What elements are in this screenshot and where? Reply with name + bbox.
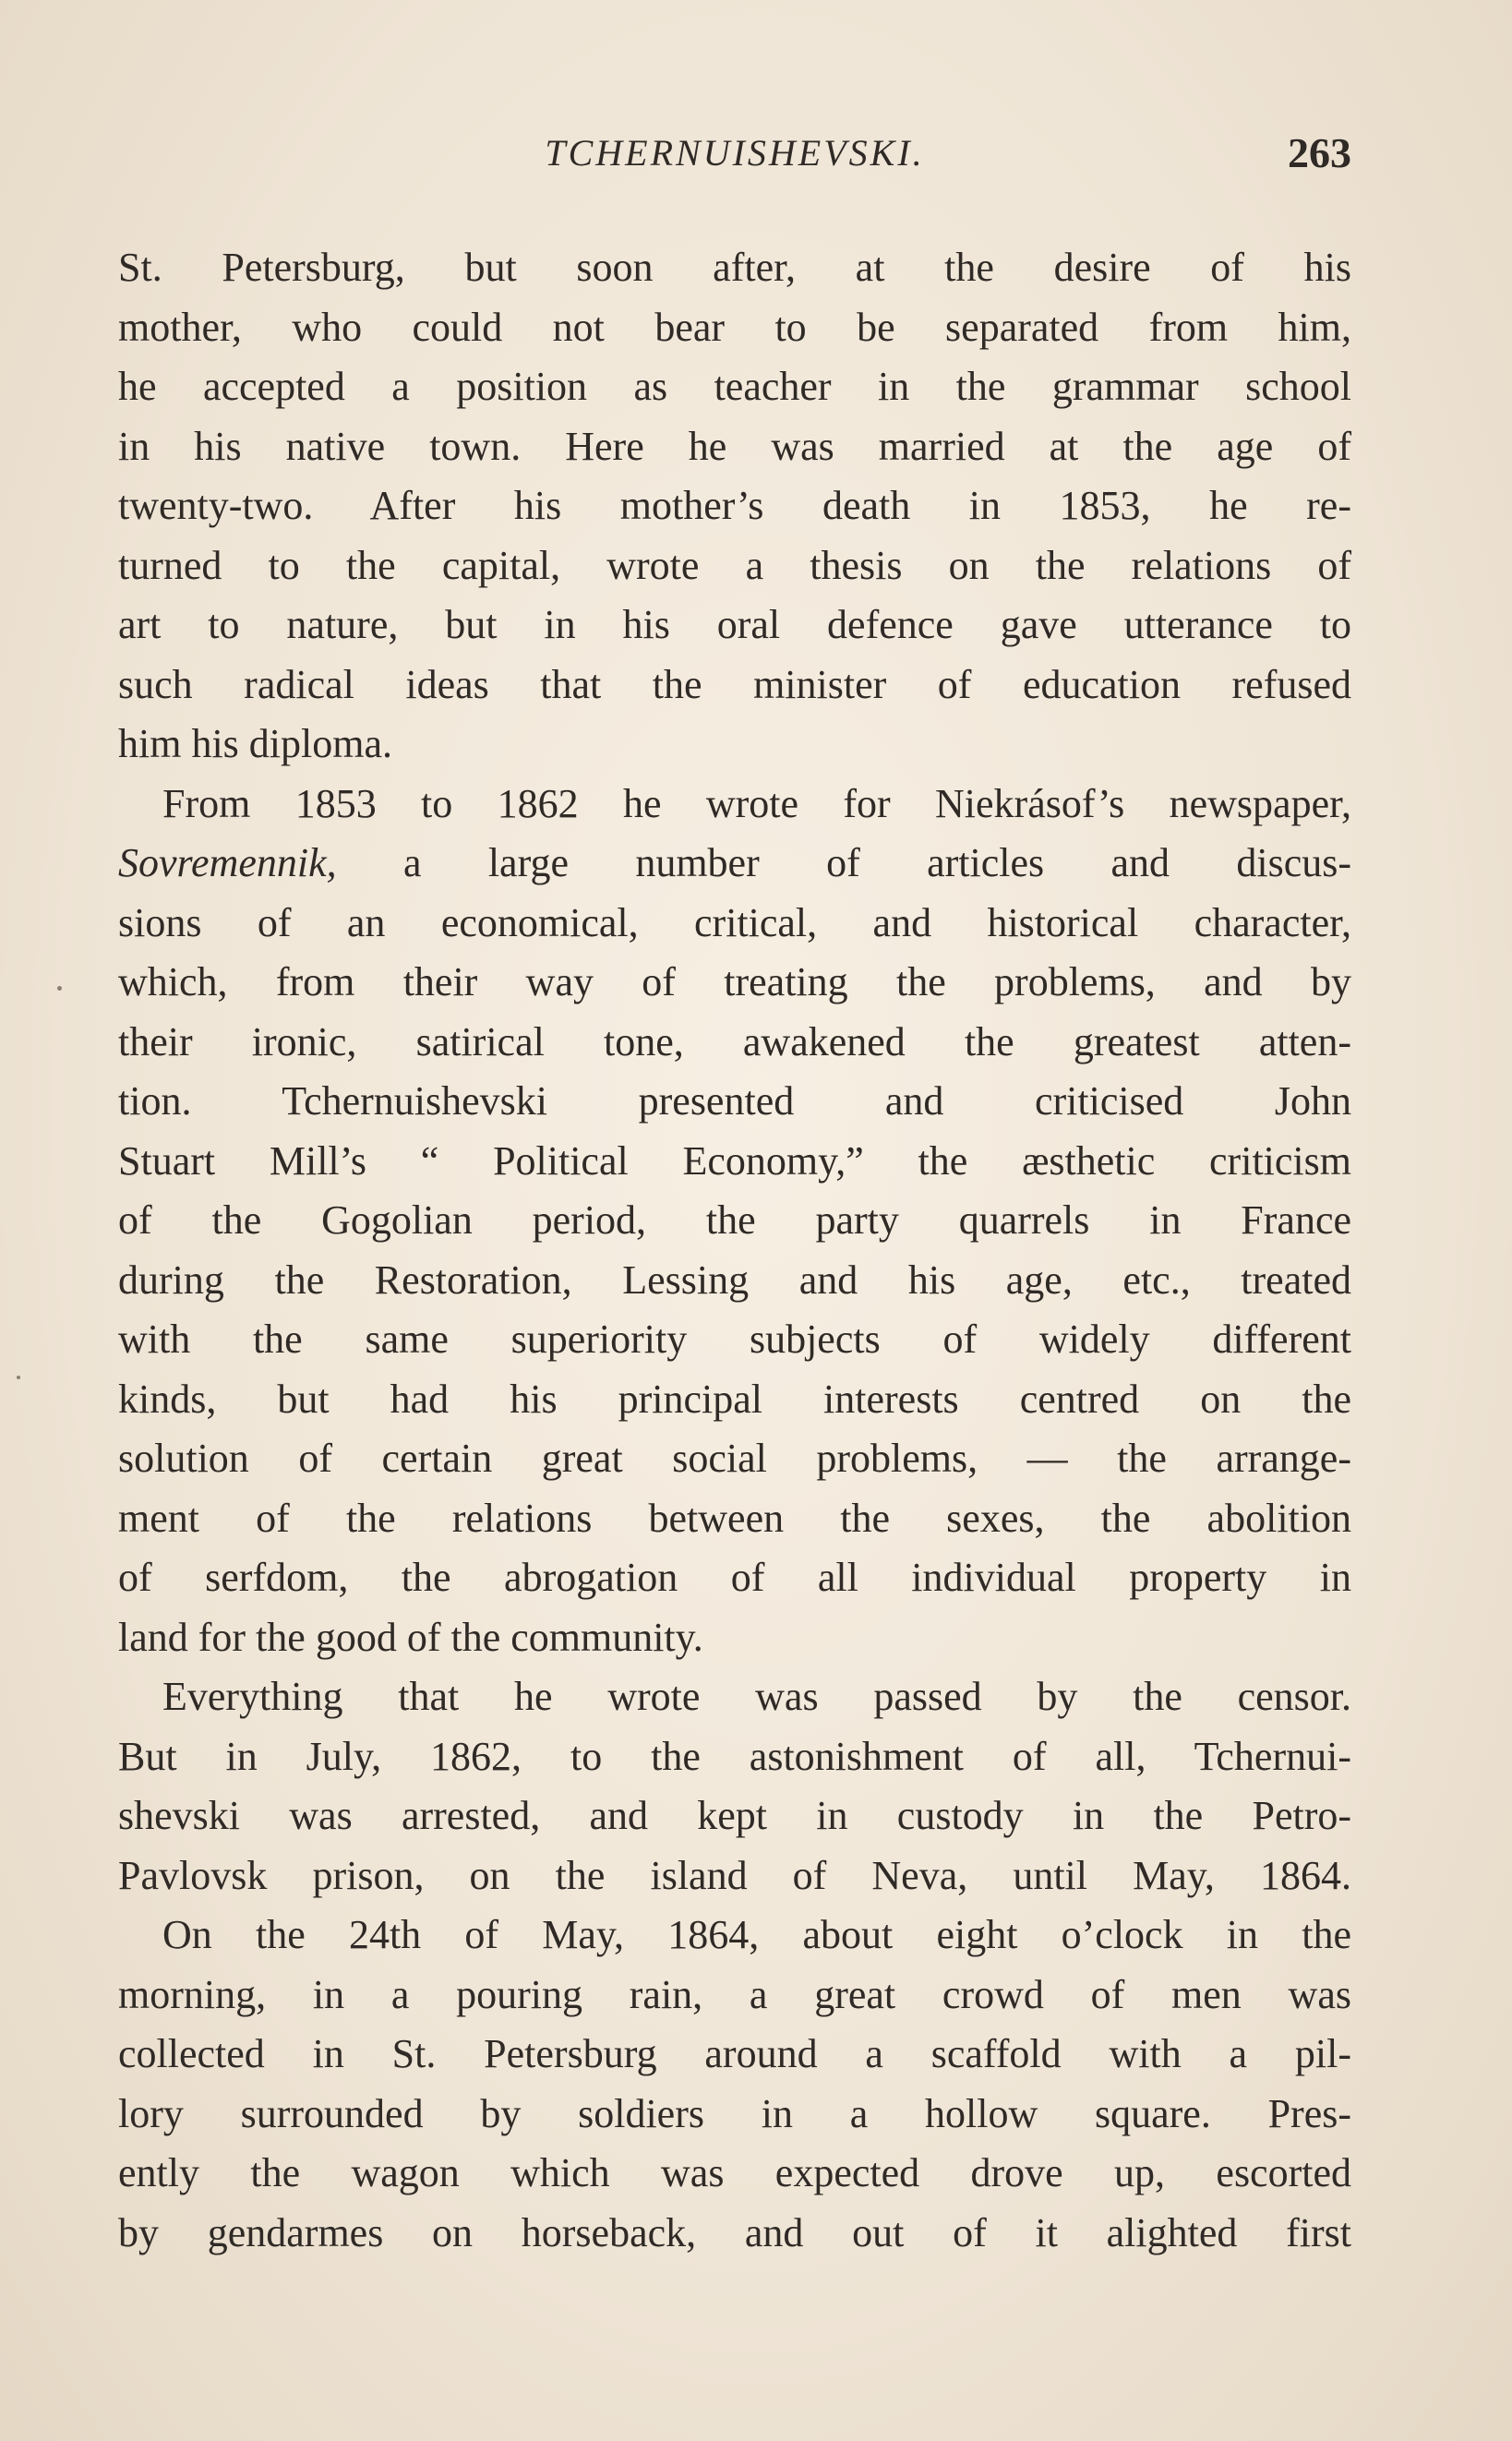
text-line: lory surrounded by soldiers in a hollow square. Pres- — [118, 2090, 1351, 2136]
text-line: mother, who could not bear to be separated from him, — [118, 304, 1351, 350]
body-text — [118, 238, 1351, 2263]
paper-speck — [17, 1376, 20, 1379]
text-line: turned to the capital, wrote a thesis on the relations of — [118, 542, 1351, 588]
text-line: of serfdom, the abrogation of all individual property in — [118, 1555, 1351, 1600]
text-line — [118, 834, 1351, 894]
running-head-title: TCHERNUISHEVSKI. — [545, 132, 925, 174]
text-line: such radical ideas that the minister of education refused — [118, 661, 1351, 707]
page-number: 263 — [1288, 129, 1351, 176]
text-line: by gendarmes on horseback, and out of it alighted first — [118, 2209, 1351, 2255]
text-line: he accepted a position as teacher in the grammar school — [118, 364, 1351, 409]
text-line: ment of the relations between the sexes, the abolition — [118, 1495, 1351, 1541]
text-line: Stuart Mill’s “ Political Economy,” the æsthetic criticism — [118, 1137, 1351, 1184]
text-line: kinds, but had his principal interests centred on the — [118, 1376, 1351, 1422]
text-line: in his native town. Here he was married at the age of — [118, 423, 1351, 469]
text-line: their ironic, satirical tone, awakened the greatest atten- — [118, 1018, 1351, 1064]
text-line: But in July, 1862, to the astonishment of all, Tchernui- — [118, 1733, 1351, 1779]
paragraph-end-line: Pavlovsk prison, on the island of Neva, until May, 1864. — [118, 1852, 1351, 1898]
paper-speck — [57, 986, 62, 991]
text-line: art to nature, but in his oral defence gave utterance to — [118, 602, 1351, 647]
paragraph-start-line: From 1853 to 1862 he wrote for Niekrásof’s newspaper, — [162, 780, 1351, 826]
text-line: collected in St. Petersburg around a scaffold with a pil- — [118, 2031, 1351, 2076]
paragraph-end-line: land for the good of the community. — [118, 1614, 703, 1660]
text-line: during the Restoration, Lessing and his age, etc., treated — [118, 1257, 1351, 1303]
text-line: which, from their way of treating the problems, and by — [118, 959, 1351, 1004]
text-line: sions of an economical, critical, and historical character, — [118, 899, 1351, 945]
paragraph-end-line: him his diploma. — [118, 721, 392, 766]
text-line: solution of certain great social problems, — the arrange- — [118, 1436, 1351, 1481]
text-line: of the Gogolian period, the party quarrels in France — [118, 1197, 1351, 1243]
running-head — [118, 126, 1351, 181]
italic-title: Sovremennik, — [118, 840, 337, 885]
text-line: tion. Tchernuishevski presented and criticised John — [118, 1078, 1351, 1124]
text-line: shevski was arrested, and kept in custody in the Petro- — [118, 1793, 1351, 1838]
text-line-rest: a large number of articles and discus- — [336, 840, 1351, 885]
paragraph-start-line: On the 24th of May, 1864, about eight o’clock in the — [162, 1912, 1351, 1957]
text-line: ently the wagon which was expected drove up, escorted — [118, 2150, 1351, 2195]
text-line: St. Petersburg, but soon after, at the desire of his — [118, 245, 1351, 290]
paragraph-start-line: Everything that he wrote was passed by the censor. — [162, 1674, 1351, 1719]
text-line: morning, in a pouring rain, a great crowd of men was — [118, 1971, 1351, 2017]
text-line: twenty-two. After his mother’s death in 1853, he re- — [118, 483, 1351, 528]
text-line: with the same superiority subjects of widely different — [118, 1317, 1351, 1362]
